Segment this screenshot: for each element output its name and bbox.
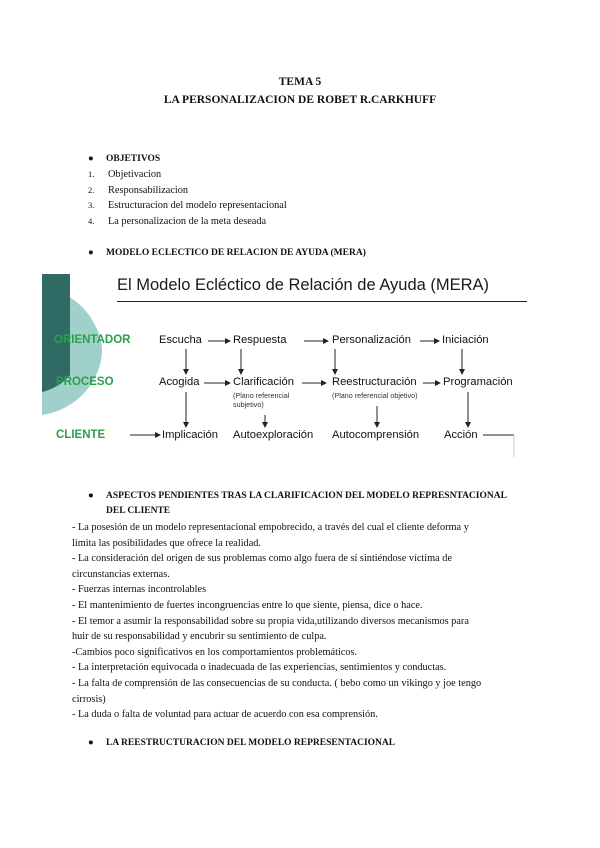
modelo-heading	[88, 248, 366, 258]
list-item	[88, 198, 287, 214]
note-subjetivo: (Plano referencial subjetivo)	[233, 391, 290, 409]
list-item	[88, 214, 287, 230]
step-accion: Acción	[444, 429, 478, 441]
page-title: TEMA 5	[278, 76, 322, 88]
body-line: - La interpretación equivocada o inadecuada de las experiencias, sentimientos y conductas.	[72, 662, 447, 674]
aspectos-heading	[88, 489, 528, 519]
reestructuracion-heading	[88, 738, 395, 748]
step-clarificacion: Clarificación	[233, 376, 294, 388]
role-orientador: ORIENTADOR	[54, 334, 131, 346]
objetivos-heading	[88, 154, 160, 164]
body-line: - La posesión de un modelo representacional empobrecido, a través del cual el cliente deforma y	[72, 522, 469, 533]
bullet-icon: ●	[88, 491, 94, 501]
step-programacion: Programación	[443, 376, 513, 388]
role-cliente: CLIENTE	[56, 429, 106, 441]
body-line: - La falta de comprensión de las consecuencias de su conducta. ( bebo como un vikingo y joe tengo	[72, 677, 482, 689]
objetivos-list	[88, 167, 287, 229]
step-personalizacion: Personalización	[332, 334, 411, 346]
list-item	[88, 183, 287, 199]
diagram-title: El Modelo Ecléctico de Relación de Ayuda (MERA)	[117, 276, 490, 294]
list-text: Objetivacion	[108, 169, 162, 180]
step-iniciacion: Iniciación	[442, 334, 489, 346]
modelo-heading-text: MODELO ECLECTICO DE RELACION DE AYUDA (MERA)	[106, 248, 366, 258]
list-number: 1.	[88, 169, 95, 179]
objetivos-heading-text: OBJETIVOS	[106, 154, 161, 164]
body-line: huir de su responsabilidad y encubrir su sentimiento de culpa.	[72, 631, 327, 643]
body-line: - El temor a asumir la responsabilidad sobre su propia vida,utilizando diversos mecanismos para	[72, 615, 469, 627]
body-line: cirrosis)	[72, 693, 106, 705]
step-autocomprension: Autocomprensión	[332, 429, 420, 441]
body-line: limita las posibilidades que ofrece la realidad.	[72, 537, 261, 549]
list-number: 2.	[88, 184, 95, 195]
role-proceso: PROCESO	[56, 376, 114, 388]
list-text: Responsabilizacion	[108, 184, 189, 196]
aspectos-heading-line1: ASPECTOS PENDIENTES TRAS LA CLARIFICACION DEL MODELO REPRESNTACIONAL	[106, 491, 507, 501]
body-line: -Cambios poco significativos en los comportamientos problemáticos.	[72, 646, 358, 658]
body-line: - Fuerzas internas incontrolables	[72, 584, 207, 596]
list-number: 3.	[88, 200, 95, 211]
page-subtitle: LA PERSONALIZACION DE ROBET R.CARKHUFF	[163, 94, 437, 106]
body-line: circunstancias externas.	[72, 568, 170, 580]
reestructuracion-heading-text: LA REESTRUCTURACION DEL MODELO REPRESENTACIONAL	[106, 738, 396, 748]
body-line: - El mantenimiento de fuertes incongruencias entre lo que siente, piensa, dice o hace.	[72, 599, 423, 611]
step-reestructuracion: Reestructuración	[332, 376, 417, 388]
step-escucha: Escucha	[159, 334, 202, 346]
step-respuesta: Respuesta	[233, 334, 287, 346]
step-acogida: Acogida	[159, 376, 200, 388]
step-implicacion: Implicación	[162, 429, 218, 441]
list-number: 4.	[88, 215, 95, 226]
mera-diagram	[42, 270, 522, 460]
list-item	[88, 167, 287, 183]
step-autoexploracion: Autoexploración	[233, 429, 314, 441]
body-line: - La consideración del origen de sus problemas como algo fuera de sí sintiéndose víctima de	[72, 553, 453, 565]
decor-dark-shape	[42, 274, 70, 392]
bullet-icon: ●	[88, 738, 94, 748]
diagram-divider	[117, 301, 527, 302]
list-text: La personalizacion de la meta deseada	[108, 215, 267, 227]
bullet-icon: ●	[88, 248, 94, 258]
note-objetivo: (Plano referencial objetivo)	[332, 391, 418, 400]
bullet-icon: ●	[88, 154, 94, 164]
body-line: - La duda o falta de voluntad para actuar de acuerdo con esa comprensión.	[72, 709, 378, 721]
list-text: Estructuracion del modelo representacional	[108, 200, 287, 212]
aspectos-heading-line2: DEL CLIENTE	[106, 506, 171, 516]
aspectos-body	[72, 520, 532, 723]
